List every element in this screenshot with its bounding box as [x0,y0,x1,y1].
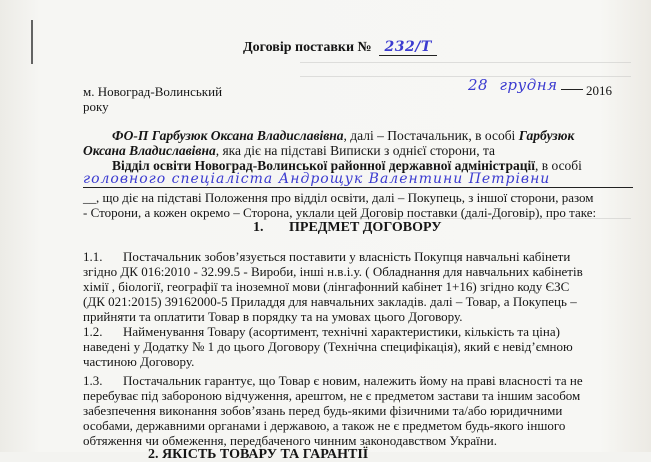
clause-1-3-number: 1.3. [83,373,103,388]
clause-1-2-line3: частиною Договору. [83,354,195,369]
supplier-rep-surname: Гарбузюк [518,128,575,143]
date-day-handwritten: 28 [468,76,489,94]
clause-1-3-line1 [83,373,583,388]
section1-title: ПРЕДМЕТ ДОГОВОРУ [289,220,442,235]
clause-text: Постачальник зобов’язується поставити у власність Покупця навчальні кабінети [123,249,571,264]
clause-text: Найменування Товару (асортимент, технічні характеристики, кількість та ціна) [123,324,560,339]
date-month-handwritten: грудня [499,76,558,94]
left-margin-mark [31,20,33,64]
contract-title-prefix: Договір поставки № [243,40,372,55]
party1-line2-rest: , яка діє на підставі Виписки з однієї сторони, та [215,143,496,158]
clause-1-3-line2: перебуває під забороною відчуження, арештом, не є предметом застави та іншим засобом [83,388,581,403]
party1-line2 [83,143,495,158]
party1-line1 [112,128,574,143]
supplier-rep-name: Оксана Владиславівна [83,143,216,158]
party1-mid: , далі – Постачальник, в особі [343,128,519,143]
buyer-name: Відділ освіти Новоград-Волинської районної державної адміністрації [112,158,535,173]
clause-1-1-line4: (ДК 021:2015) 39162000-5 Приладдя для навчальних закладів. далі – Товар, а Покупець – [83,294,577,309]
contract-number-handwritten: 232/Т [379,40,437,56]
section1-number: 1. [253,220,264,235]
clause-1-1-line3: хімії , біології, географії та іноземної мови (лінгафонний кабінет 1+16) згідно коду ЄЗС [83,279,570,294]
contract-date [468,76,613,98]
clause-text: Постачальник гарантує, що Товар є новим, належить йому на праві власності та не [123,373,583,388]
contract-place: м. Новоград-Волинський [83,84,223,99]
supplier-name: ФО-П Гарбузюк Оксана Владиславівна [112,128,344,143]
party2-after: , в особі [534,158,582,173]
clause-1-3-line5: обтяження чи обмеження, передбаченого чинним законодавством України. [83,433,497,448]
bleed-through-line [300,62,631,63]
buyer-rep-handwritten: головного спеціаліста Андрощук Валентини Петрівни [83,172,633,188]
section1-heading [253,220,441,235]
clause-1-2-line1 [83,324,560,339]
party2-handwritten-line [83,171,633,188]
clause-1-2-line2: наведені у Додатку № 1 до цього Договору (Технічна специфікація), який є невід’ємною [83,339,573,354]
year-word: року [83,99,109,114]
date-year: 2016 [586,83,613,98]
clause-1-1-line5: прийняти та оплатити Товар в порядку та на умовах цього Договору. [83,309,463,324]
clause-1-1-line1 [83,249,603,264]
party2-line3: __, що діє на підставі Положення про відділ освіти, далі – Покупець, з іншої сторони, разом [83,190,594,205]
section2-heading-partial: 2. ЯКІСТЬ ТОВАРУ ТА ГАРАНТІЇ [148,447,369,462]
party2-line4: - Сторони, а кожен окремо – Сторона, уклали цей Договір поставки (далі-Договір), про таке: [83,205,597,220]
clause-1-1-number: 1.1. [83,249,103,264]
contract-title [243,40,437,56]
clause-1-3-line3: забезпечення виконання зобов’язань перед будь-якими фізичними та/або юридичними [83,403,563,418]
clause-1-1-line2: згідно ДК 016:2010 - 32.99.5 - Вироби, інші н.в.і.у. ( Обладнання для навчальних кабінетів [83,264,583,279]
clause-1-2-number: 1.2. [83,324,103,339]
bleed-through-line [300,76,631,77]
clause-1-3-line4: особами, державними органами і державою, а також не є предметом будь-якого іншого [83,418,566,433]
